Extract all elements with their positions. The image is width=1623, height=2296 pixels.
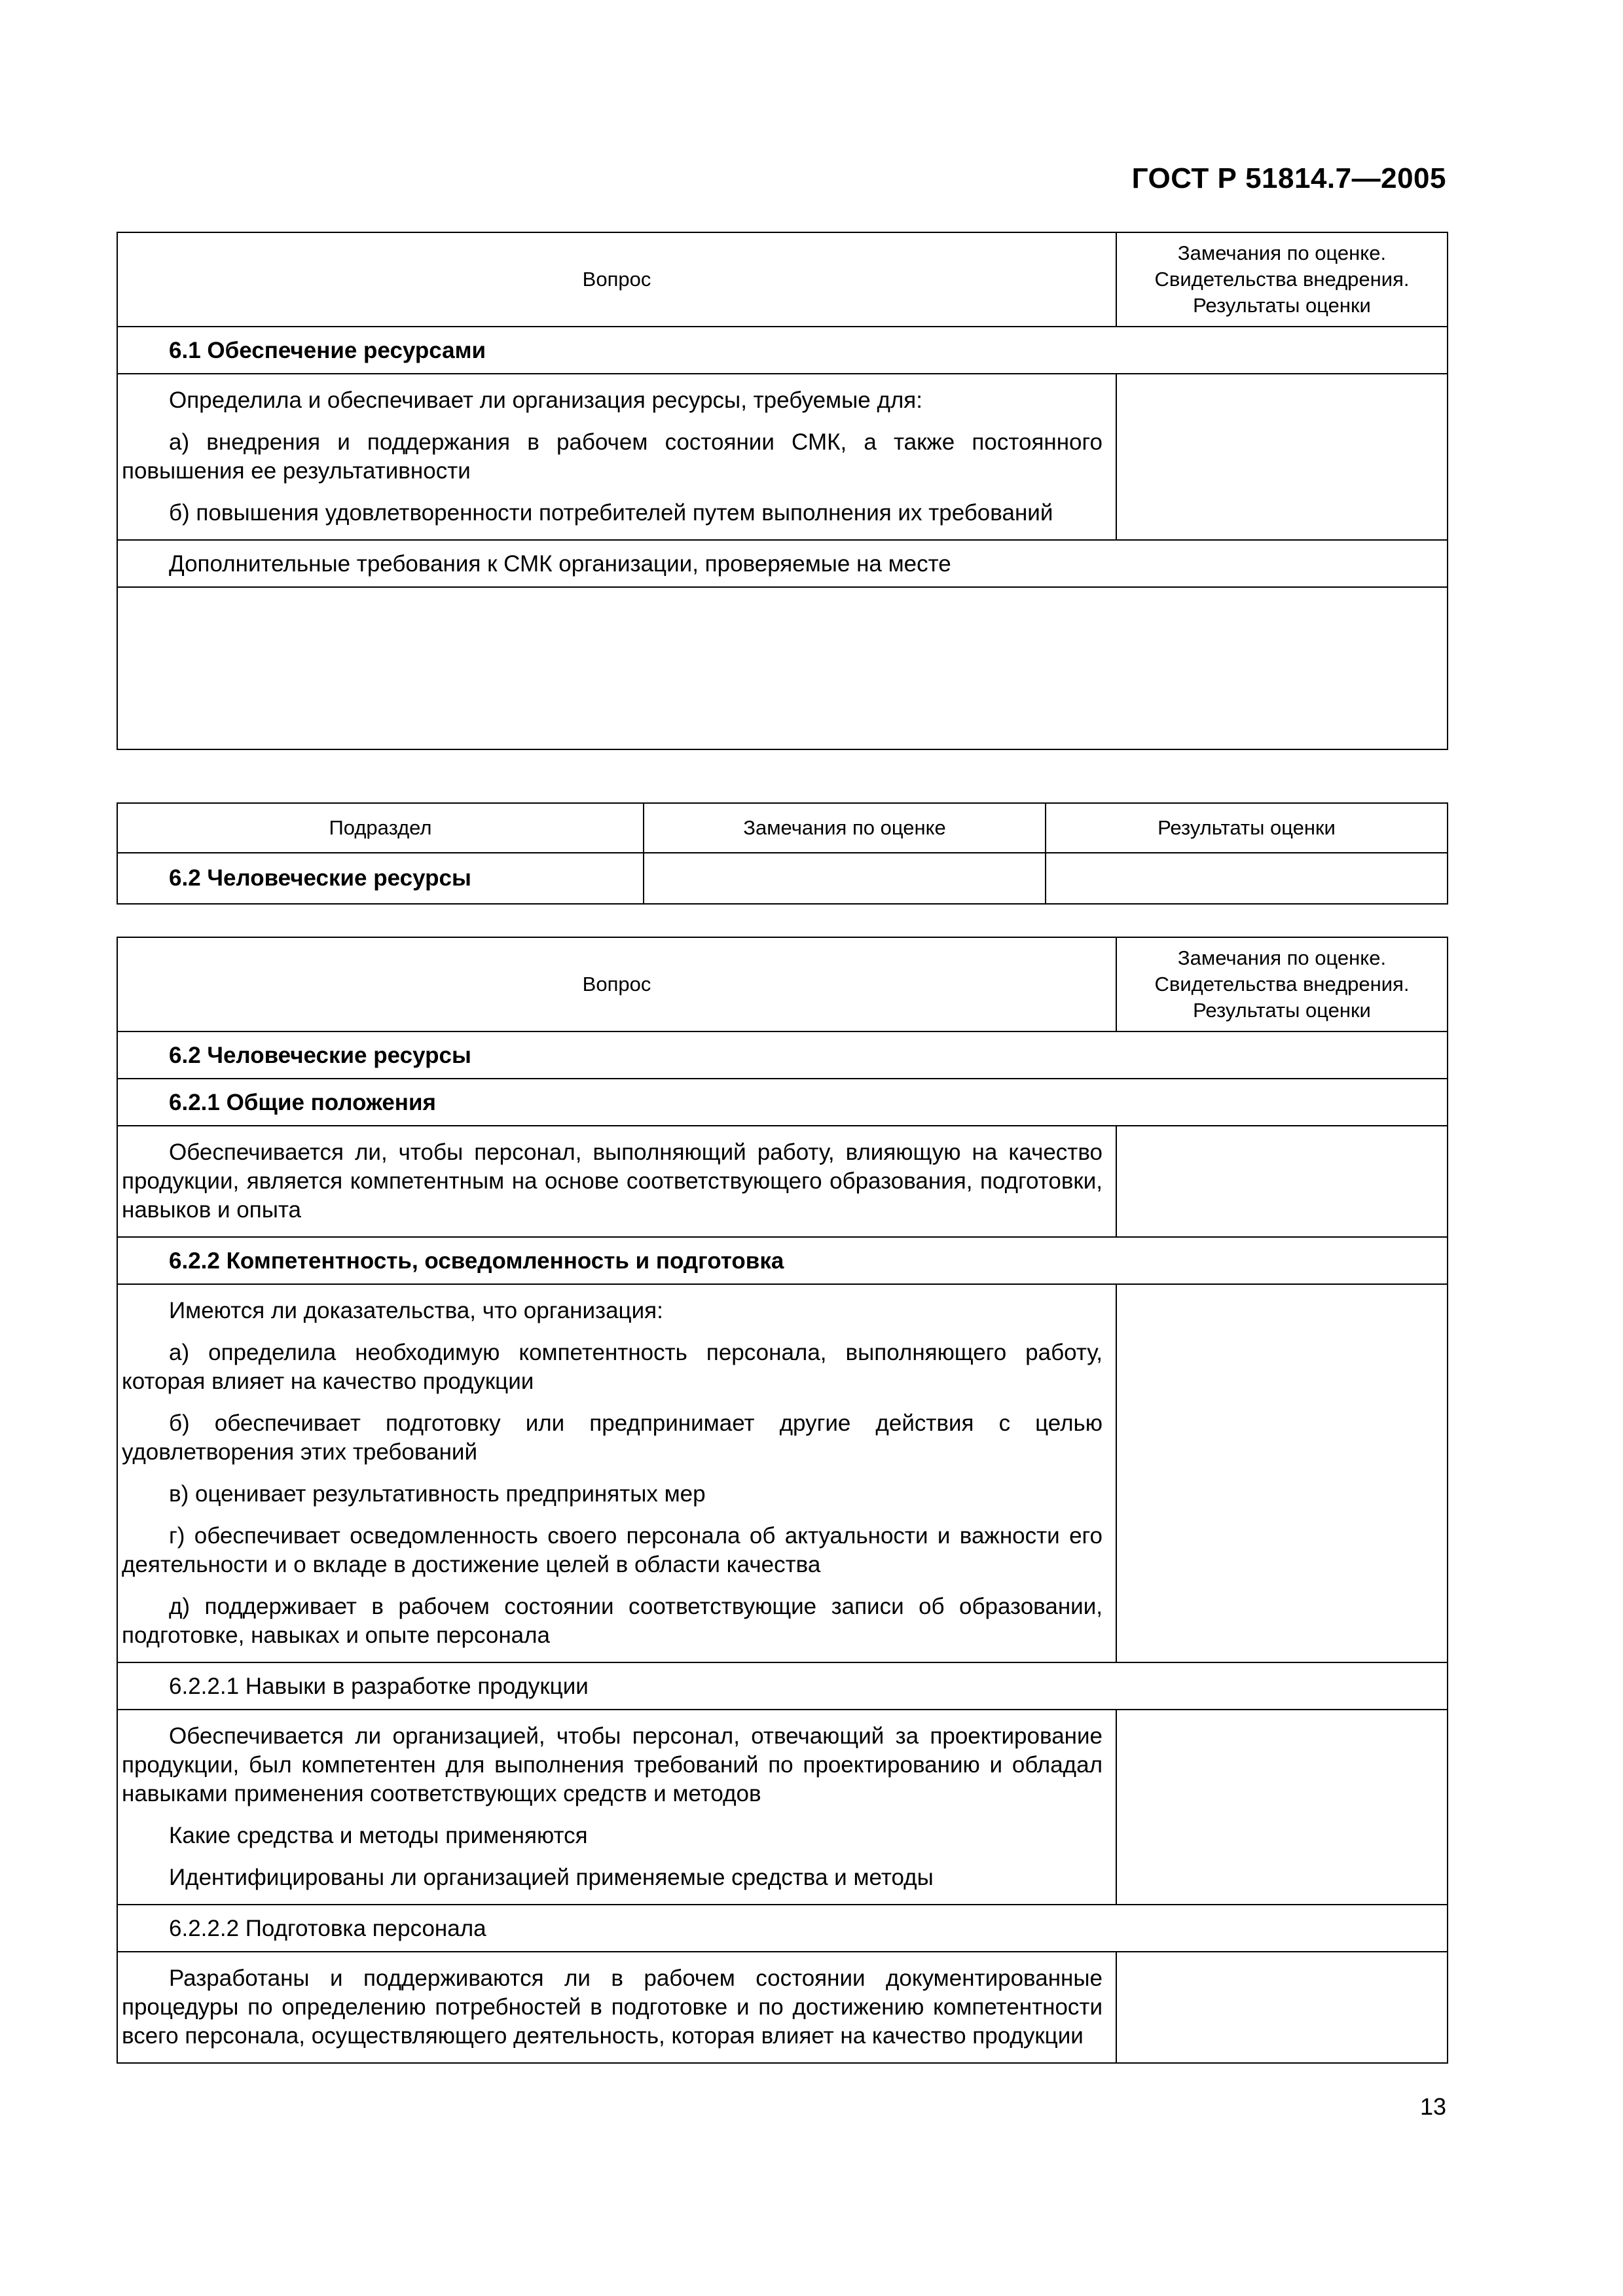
- table-subsection-summary: [117, 802, 1448, 905]
- question-item-e: д) поддерживает в рабочем состоянии соответствующие записи об образовании, подготовке, навыках и опыте персонала: [122, 1594, 1103, 1648]
- question-lead: Определила и обеспечивает ли организация ресурсы, требуемые для:: [169, 387, 922, 413]
- column-header-question: Вопрос: [117, 232, 1116, 327]
- remarks-cell: [1116, 374, 1448, 540]
- document-number: ГОСТ Р 51814.7—2005: [1131, 162, 1446, 194]
- section-title: 6.2 Человеческие ресурсы: [117, 1031, 1448, 1079]
- section-title: 6.1 Обеспечение ресурсами: [117, 327, 1448, 374]
- question-cell: [117, 1126, 1116, 1237]
- remarks-cell: [1116, 1952, 1448, 2063]
- question-item-a: а) определила необходимую компетентность персонала, выполняющего работу, которая влияет на качество продукции: [122, 1340, 1103, 1394]
- question-item-b: б) повышения удовлетворенности потребителей путем выполнения их требований: [169, 500, 1053, 526]
- question-cell: [117, 1284, 1116, 1662]
- question-text: Обеспечивается ли, чтобы персонал, выполняющий работу, влияющую на качество продукции, является компетентным на основе соответствующего образования, подготовки, навыков и опыта: [122, 1139, 1103, 1223]
- remarks-cell: [1116, 1126, 1448, 1237]
- column-header-remarks: Замечания по оценке: [644, 803, 1046, 853]
- question-item-b: б) обеспечивает подготовку или предпринимает другие действия с целью удовлетворения этих требований: [122, 1410, 1103, 1465]
- question-text-3: Идентифицированы ли организацией применяемые средства и методы: [169, 1865, 934, 1890]
- page-number: 13: [1419, 2093, 1446, 2120]
- column-header-remarks: Замечания по оценке. Свидетельства внедрения. Результаты оценки: [1116, 937, 1448, 1031]
- column-header-question: Вопрос: [117, 937, 1116, 1031]
- subsection-title-6-2-2-1: 6.2.2.1 Навыки в разработке продукции: [117, 1662, 1448, 1710]
- subsection-title-6-2-2: 6.2.2 Компетентность, осведомленность и подготовка: [117, 1237, 1448, 1284]
- column-header-subsection: Подраздел: [117, 803, 644, 853]
- question-cell: [117, 1710, 1116, 1905]
- subsection-title-6-2-2-2: 6.2.2.2 Подготовка персонала: [117, 1905, 1448, 1952]
- question-text: Разработаны и поддерживаются ли в рабочем состоянии документированные процедуры по определению потребностей в подготовке и по достижению компетентности всего персонала, осуществляющего деятельность, которая влияет на качество продукции: [122, 1965, 1103, 2049]
- additional-requirements-space: [117, 587, 1448, 749]
- subsection-title: 6.2 Человеческие ресурсы: [117, 853, 644, 904]
- remarks-cell: [1116, 1710, 1448, 1905]
- question-item-c: в) оценивает результативность предпринятых мер: [169, 1481, 706, 1507]
- column-header-results: Результаты оценки: [1046, 803, 1448, 853]
- remarks-cell: [644, 853, 1046, 904]
- question-cell: [117, 1952, 1116, 2063]
- question-item-a: а) внедрения и поддержания в рабочем состоянии СМК, а также постоянного повышения ее результативности: [122, 429, 1103, 484]
- subsection-title-6-2-1: 6.2.1 Общие положения: [117, 1079, 1448, 1126]
- question-lead: Имеются ли доказательства, что организация:: [169, 1298, 663, 1323]
- column-header-remarks: Замечания по оценке. Свидетельства внедрения. Результаты оценки: [1116, 232, 1448, 327]
- question-text-2: Какие средства и методы применяются: [169, 1823, 588, 1848]
- question-item-d: г) обеспечивает осведомленность своего персонала об актуальности и важности его деятельности и о вкладе в достижение целей в области качества: [122, 1523, 1103, 1577]
- remarks-cell: [1116, 1284, 1448, 1662]
- table-human-resources: [117, 937, 1448, 2064]
- table-resources-provision: [117, 232, 1448, 750]
- additional-requirements-label: Дополнительные требования к СМК организации, проверяемые на месте: [117, 540, 1448, 587]
- question-cell: [117, 374, 1116, 540]
- results-cell: [1046, 853, 1448, 904]
- question-text: Обеспечивается ли организацией, чтобы персонал, отвечающий за проектирование продукции, был компетентен для выполнения требований по проектированию и обладал навыками применения соответствующих средств и методов: [122, 1723, 1103, 1806]
